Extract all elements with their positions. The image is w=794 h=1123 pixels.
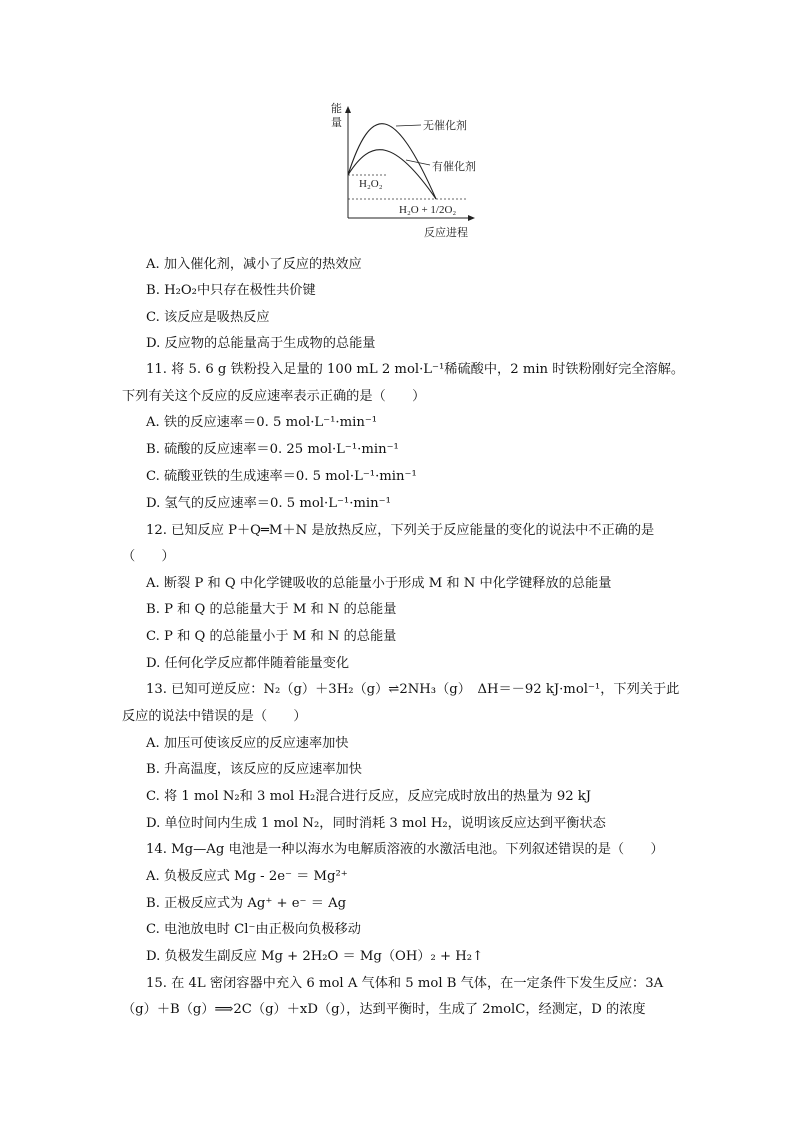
q12-option-d: D. 任何化学反应都伴随着能量变化	[146, 656, 350, 671]
q12-option-a: A. 断裂 P 和 Q 中化学键吸收的总能量小于形成 M 和 N 中化学键释放的总能量	[146, 576, 612, 591]
q13-option-c: C. 将 1 mol N₂和 3 mol H₂混合进行反应，反应完成时放出的热量为 92 kJ	[146, 789, 592, 804]
q13-option-a: A. 加压可使该反应的反应速率加快	[146, 736, 349, 751]
product-label: H₂O + 1/2O₂	[399, 204, 457, 216]
reactant-label: H₂O₂	[359, 178, 383, 190]
q11-stem-line2: 下列有关这个反应的反应速率表示正确的是（ ）	[122, 389, 426, 404]
energy-diagram	[326, 98, 496, 243]
y-axis-arrow	[345, 106, 351, 113]
q13-option-b: B. 升高温度，该反应的反应速率加快	[146, 762, 362, 777]
q12-option-b: B. P 和 Q 的总能量大于 M 和 N 的总能量	[146, 602, 397, 617]
q14-option-a: A. 负极反应式 Mg - 2e⁻ ＝ Mg²⁺	[146, 869, 348, 884]
q10-option-b: B. H₂O₂中只存在极性共价键	[146, 283, 316, 298]
x-axis-label: 反应进程	[424, 226, 468, 239]
no-catalyst-pointer	[396, 125, 421, 126]
q10-option-c: C. 该反应是吸热反应	[146, 310, 270, 325]
q11-option-a: A. 铁的反应速率＝0. 5 mol·L⁻¹·min⁻¹	[146, 415, 378, 430]
x-axis-arrow	[468, 215, 475, 221]
q13-option-d: D. 单位时间内生成 1 mol N₂，同时消耗 3 mol H₂，说明该反应达到平衡状态	[146, 816, 606, 831]
q10-option-d: D. 反应物的总能量高于生成物的总能量	[146, 336, 376, 351]
q15-stem-line2: （g）＋B（g）⟹2C（g）＋xD（g），达到平衡时，生成了 2molC，经测定，D 的浓度	[122, 1002, 646, 1017]
y-axis-label-1: 能	[331, 102, 342, 115]
q11-option-d: D. 氢气的反应速率＝0. 5 mol·L⁻¹·min⁻¹	[146, 496, 391, 511]
q13-stem-line1: 13. 已知可逆反应：N₂（g）＋3H₂（g）⇌2NH₃（g） ΔH＝－92 kJ·mol⁻¹，下列关于此	[146, 682, 680, 697]
y-axis-label-2: 量	[331, 116, 342, 129]
with-catalyst-label: 有催化剂	[432, 160, 476, 173]
energy-diagram-svg	[326, 98, 496, 243]
q11-option-b: B. 硫酸的反应速率＝0. 25 mol·L⁻¹·min⁻¹	[146, 442, 399, 457]
q14-stem-line1: 14. Mg—Ag 电池是一种以海水为电解质溶液的水激活电池。下列叙述错误的是（ ）	[146, 842, 664, 857]
no-catalyst-label: 无催化剂	[423, 119, 467, 132]
with-catalyst-curve	[348, 150, 436, 199]
q14-option-c: C. 电池放电时 Cl⁻由正极向负极移动	[146, 922, 361, 937]
q10-option-a: A. 加入催化剂，减小了反应的热效应	[146, 257, 362, 272]
q12-option-c: C. P 和 Q 的总能量小于 M 和 N 的总能量	[146, 629, 397, 644]
q13-stem-line2: 反应的说法中错误的是（ ）	[122, 709, 307, 724]
q12-stem-line1: 12. 已知反应 P＋Q═M＋N 是放热反应，下列关于反应能量的变化的说法中不正确的是	[146, 523, 655, 538]
q11-option-c: C. 硫酸亚铁的生成速率＝0. 5 mol·L⁻¹·min⁻¹	[146, 469, 417, 484]
q15-stem-line1: 15. 在 4L 密闭容器中充入 6 mol A 气体和 5 mol B 气体，在一定条件下发生反应：3A	[146, 976, 664, 991]
q11-stem-line1: 11. 将 5. 6 g 铁粉投入足量的 100 mL 2 mol·L⁻¹稀硫酸中，2 min 时铁粉刚好完全溶解。	[146, 362, 685, 377]
q12-stem-line2: （ ）	[122, 549, 175, 564]
q14-option-b: B. 正极反应式为 Ag⁺ + e⁻ ＝ Ag	[146, 896, 347, 911]
q14-option-d: D. 负极发生副反应 Mg + 2H₂O ＝ Mg（OH）₂ + H₂↑	[146, 949, 484, 964]
